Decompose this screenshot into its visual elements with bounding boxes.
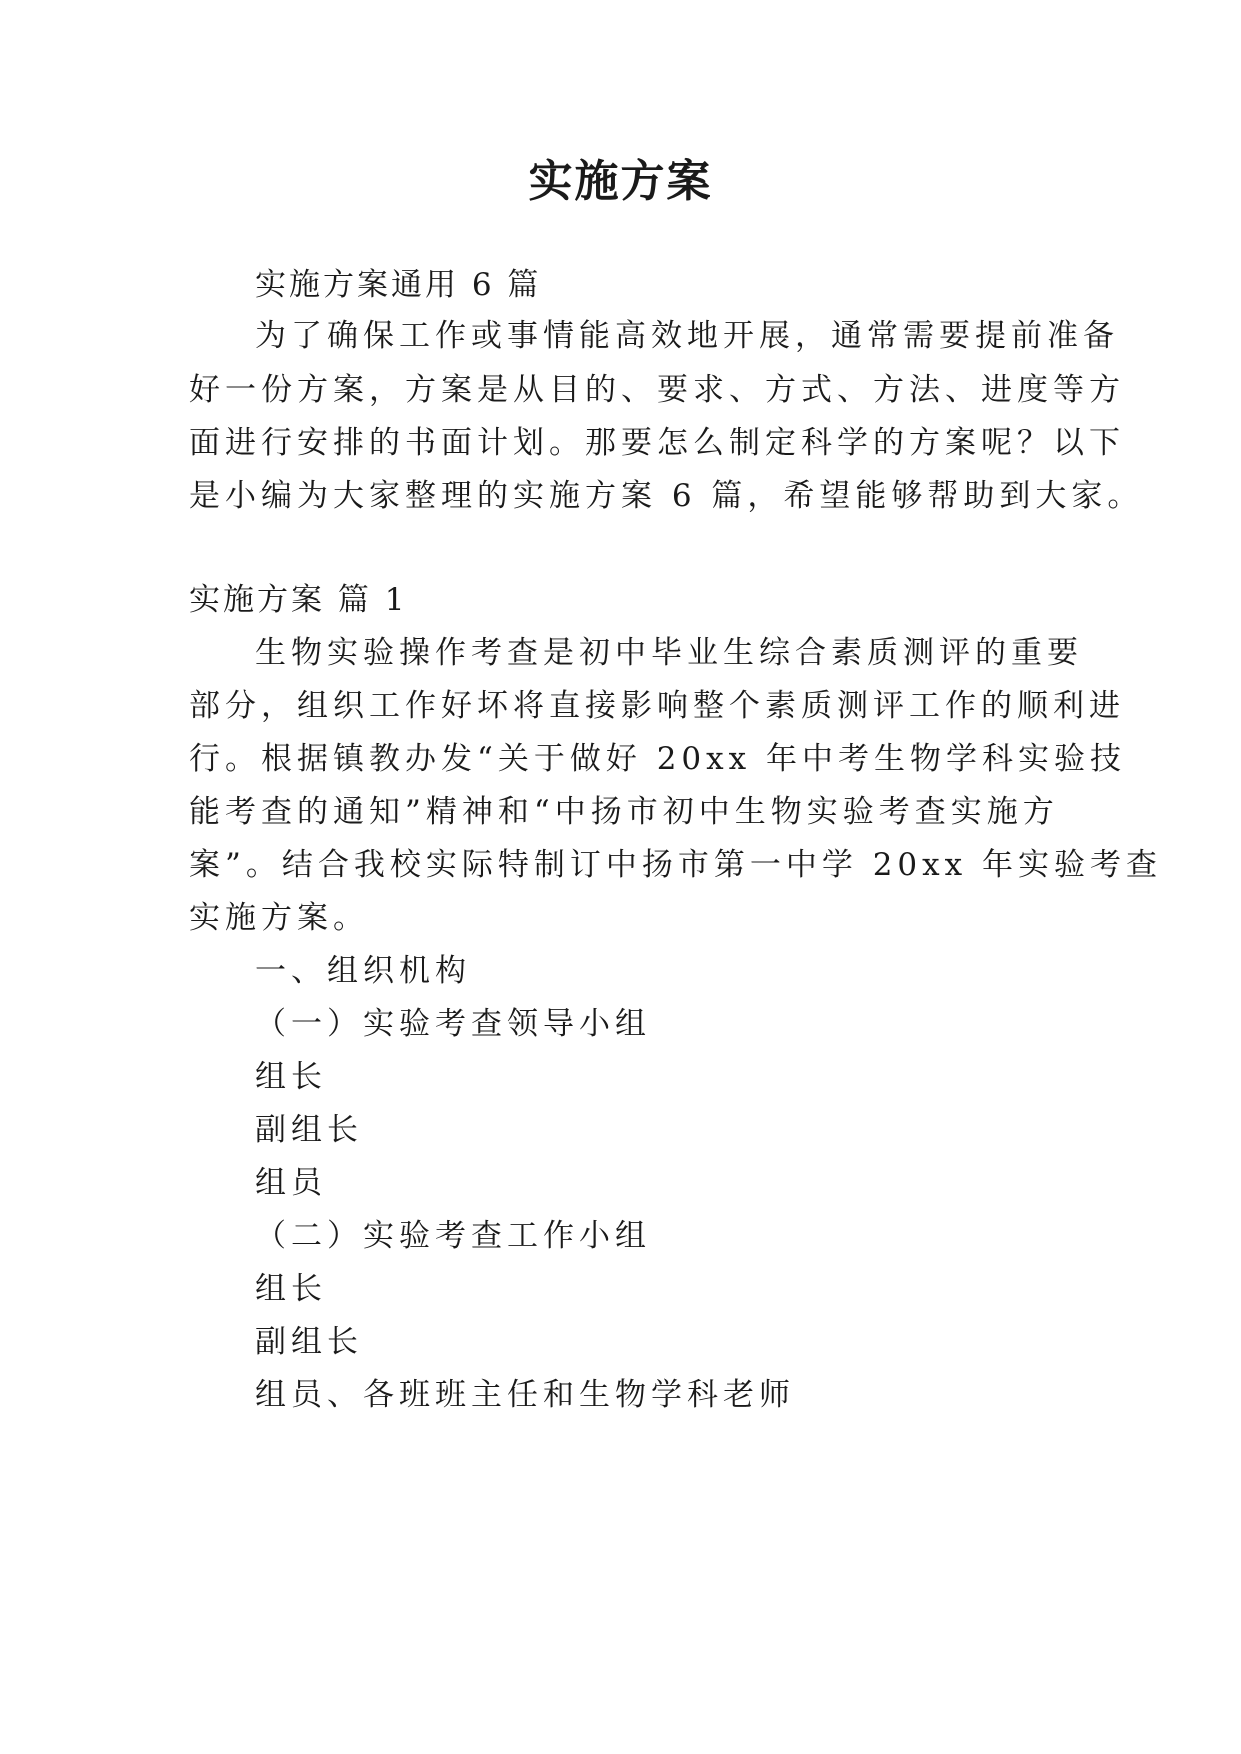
intro-line: 好一份方案，方案是从目的、要求、方式、方法、进度等方	[189, 372, 1125, 408]
document-title: 实施方案	[528, 156, 713, 207]
intro-line: 是小编为大家整理的实施方案 6 篇，希望能够帮助到大家。	[189, 478, 1144, 514]
outline-item: 组长	[255, 1059, 327, 1095]
section-heading: 实施方案 篇 1	[189, 582, 408, 618]
paragraph-line: 部分，组织工作好坏将直接影响整个素质测评工作的顺利进	[189, 688, 1125, 724]
outline-item: 组员	[255, 1165, 327, 1201]
outline-subheading: （一）实验考查领导小组	[255, 1006, 651, 1042]
document-subtitle: 实施方案通用 6 篇	[255, 267, 542, 303]
paragraph-line: 行。根据镇教办发“关于做好 20xx 年中考生物学科实验技	[189, 741, 1126, 777]
outline-heading: 一、组织机构	[255, 953, 471, 989]
outline-item: 副组长	[255, 1324, 363, 1360]
paragraph-line: 案”。结合我校实际特制订中扬市第一中学 20xx 年实验考查	[189, 847, 1162, 883]
paragraph-line: 能考查的通知”精神和“中扬市初中生物实验考查实施方	[189, 794, 1059, 830]
outline-subheading: （二）实验考查工作小组	[255, 1218, 651, 1254]
outline-item: 副组长	[255, 1112, 363, 1148]
intro-line: 面进行安排的书面计划。那要怎么制定科学的方案呢？以下	[189, 425, 1125, 461]
paragraph-line: 实施方案。	[189, 900, 369, 936]
outline-item: 组员、各班班主任和生物学科老师	[255, 1377, 795, 1413]
intro-line: 为了确保工作或事情能高效地开展，通常需要提前准备	[255, 318, 1119, 354]
outline-item: 组长	[255, 1271, 327, 1307]
paragraph-line: 生物实验操作考查是初中毕业生综合素质测评的重要	[255, 635, 1083, 671]
